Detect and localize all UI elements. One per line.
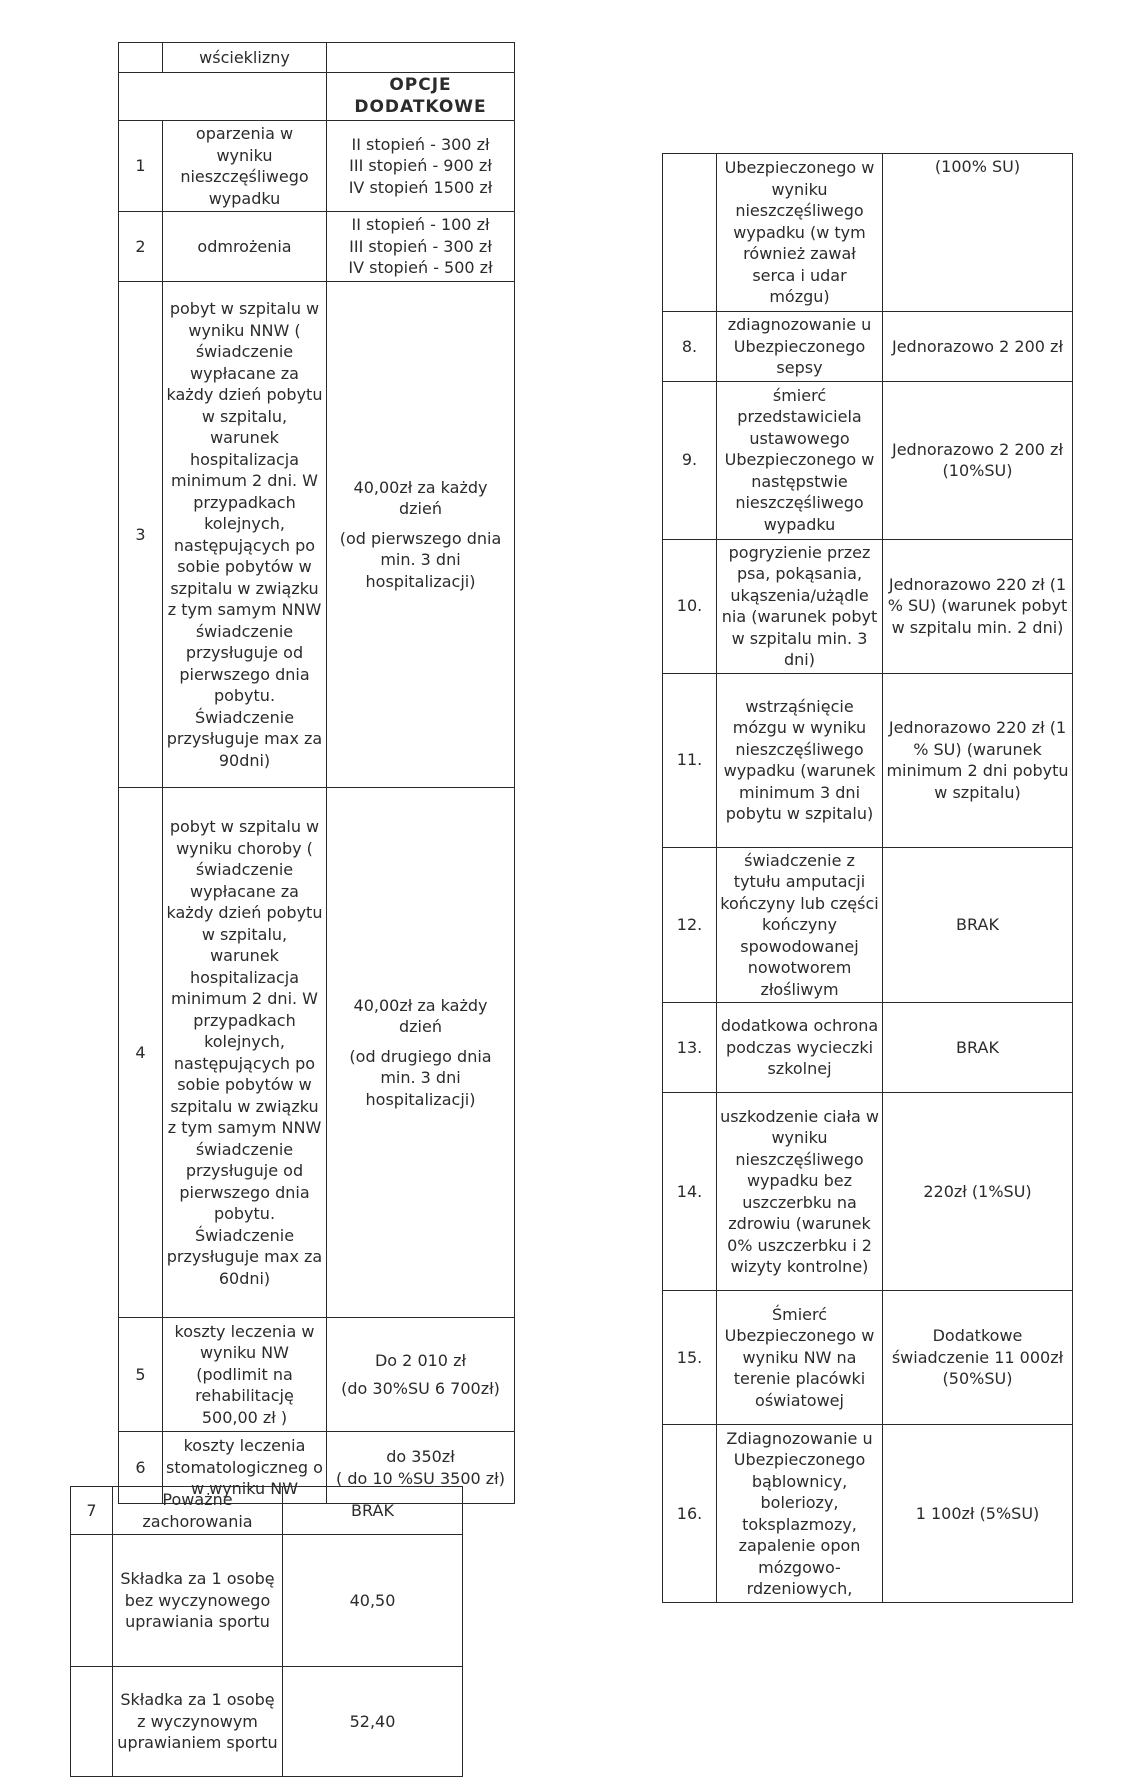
table-row <box>663 1425 1073 1603</box>
row-number: 13. <box>663 1003 717 1093</box>
row-label: Składka za 1 osobę bez wyczynowego uprawiania sportu <box>113 1535 283 1667</box>
row-number: 14. <box>663 1093 717 1291</box>
row-label: koszty leczenia w wyniku NW (podlimit na rehabilitację 500,00 zł ) <box>163 1318 327 1432</box>
table-row <box>663 312 1073 382</box>
value-line: Do 2 010 zł <box>374 1351 467 1370</box>
row-number: 9. <box>663 381 717 539</box>
benefits-table-left <box>118 42 515 1504</box>
value-line: II stopień - 300 zł <box>351 134 490 154</box>
options-header: OPCJE DODATKOWE <box>327 73 515 121</box>
row-value <box>327 282 515 788</box>
row-number: 8. <box>663 312 717 382</box>
row-number: 6 <box>119 1432 163 1504</box>
row-label: oparzenia w wyniku nieszczęśliwego wypadku <box>163 121 327 212</box>
row-label: Śmierć Ubezpieczonego w wyniku NW na terenie placówki oświatowej <box>717 1291 883 1425</box>
row-number: 11. <box>663 673 717 847</box>
row-value: Jednorazowo 2 200 zł <box>883 312 1073 382</box>
value-line: 40,00zł za każdy dzień <box>353 477 488 519</box>
row-value: Jednorazowo 2 200 zł (10%SU) <box>883 381 1073 539</box>
row-label: odmrożenia <box>163 212 327 282</box>
header-spacer <box>119 73 327 121</box>
value-line: II stopień - 100 zł <box>351 215 490 235</box>
value-line: ( do 10 %SU 3500 zł) <box>336 1468 505 1488</box>
table-row <box>119 1318 515 1432</box>
row-label: koszty leczenia stomatologiczneg o w wyniku NW <box>163 1432 327 1504</box>
row-label: pogryzienie przez psa, pokąsania, ukąszenia/użądle nia (warunek pobyt w szpitalu min. 3 dni) <box>717 539 883 673</box>
row-value <box>327 43 515 73</box>
value-line: do 350zł <box>386 1447 455 1466</box>
row-number <box>663 154 717 312</box>
row-label: Składka za 1 osobę z wyczynowym uprawianiem sportu <box>113 1667 283 1777</box>
table-row <box>119 788 515 1318</box>
row-label: zdiagnozowanie u Ubezpieczonego sepsy <box>717 312 883 382</box>
row-label: uszkodzenie ciała w wyniku nieszczęśliwego wypadku bez uszczerbku na zdrowiu (warunek 0% uszczerbku i 2 wizyty kontrolne) <box>717 1093 883 1291</box>
value-line: IV stopień 1500 zł <box>348 177 493 197</box>
table-row <box>71 1535 463 1667</box>
row-value: (100% SU) <box>883 154 1073 312</box>
table-row <box>663 381 1073 539</box>
row-value: 1 100zł (5%SU) <box>883 1425 1073 1603</box>
row-label: dodatkowa ochrona podczas wycieczki szkolnej <box>717 1003 883 1093</box>
table-row <box>71 1667 463 1777</box>
row-label: Zdiagnozowanie u Ubezpieczonego bąblownicy, boleriozy, toksplazmozy, zapalenie opon mózgowo-rdzeniowych, <box>717 1425 883 1603</box>
row-number: 2 <box>119 212 163 282</box>
row-value: Dodatkowe świadczenie 11 000zł (50%SU) <box>883 1291 1073 1425</box>
row-number: 1 <box>119 121 163 212</box>
row-number: 10. <box>663 539 717 673</box>
row-number: 12. <box>663 847 717 1003</box>
table-row <box>119 212 515 282</box>
benefits-table-left-lower <box>70 1486 463 1777</box>
table-row <box>119 282 515 788</box>
row-value: 52,40 <box>283 1667 463 1777</box>
row-number: 3 <box>119 282 163 788</box>
row-label: Poważne zachorowania <box>113 1487 283 1535</box>
row-number: 4 <box>119 788 163 1318</box>
row-number: 5 <box>119 1318 163 1432</box>
value-line: III stopień - 300 zł <box>349 236 492 256</box>
value-line: (od pierwszego dnia min. 3 dni hospitalizacji) <box>339 528 502 591</box>
table-row <box>663 847 1073 1003</box>
row-number <box>119 43 163 73</box>
value-line: (od drugiego dnia min. 3 dni hospitalizacji) <box>349 1046 492 1109</box>
table-row <box>663 1003 1073 1093</box>
row-value: BRAK <box>883 847 1073 1003</box>
row-value: 220zł (1%SU) <box>883 1093 1073 1291</box>
table-row <box>119 121 515 212</box>
table-row <box>119 43 515 73</box>
row-value <box>327 1318 515 1432</box>
row-label: wstrząśnięcie mózgu w wyniku nieszczęśliwego wypadku (warunek minimum 3 dni pobytu w szpitalu) <box>717 673 883 847</box>
table-row <box>119 73 515 121</box>
benefits-table-right <box>662 153 1073 1603</box>
value-line: III stopień - 900 zł <box>349 156 492 176</box>
row-value: 40,50 <box>283 1535 463 1667</box>
table-row <box>663 154 1073 312</box>
row-number: 15. <box>663 1291 717 1425</box>
row-label: Ubezpieczonego w wyniku nieszczęśliwego wypadku (w tym również zawał serca i udar mózgu) <box>717 154 883 312</box>
row-value: Jednorazowo 220 zł (1 % SU) (warunek pobyt w szpitalu min. 2 dni) <box>883 539 1073 673</box>
row-value <box>327 788 515 1318</box>
row-label: świadczenie z tytułu amputacji kończyny lub części kończyny spowodowanej nowotworem złośliwym <box>717 847 883 1003</box>
value-line: (do 30%SU 6 700zł) <box>341 1378 500 1398</box>
row-value <box>327 212 515 282</box>
value-line: 40,00zł za każdy dzień <box>353 995 488 1037</box>
row-label: pobyt w szpitalu w wyniku NNW ( świadczenie wypłacane za każdy dzień pobytu w szpitalu, warunek hospitalizacja minimum 2 dni. W przypadkach kolejnych, następujących po sobie pobytów w szpitalu w związku z tym samym NNW świadczenie przysługuje od pierwszego dnia pobytu. Świadczenie przysługuje max za 90dni) <box>163 282 327 788</box>
row-value: BRAK <box>883 1003 1073 1093</box>
row-number: 7 <box>71 1487 113 1535</box>
row-label: pobyt w szpitalu w wyniku choroby ( świadczenie wypłacane za każdy dzień pobytu w szpitalu, warunek hospitalizacja minimum 2 dni. W przypadkach kolejnych, następujących po sobie pobytów w szpitalu w związku z tym samym NNW świadczenie przysługuje od pierwszego dnia pobytu. Świadczenie przysługuje max za 60dni) <box>163 788 327 1318</box>
row-label: śmierć przedstawiciela ustawowego Ubezpieczonego w następstwie nieszczęśliwego wypadku <box>717 381 883 539</box>
row-number <box>71 1535 113 1667</box>
table-row <box>663 1093 1073 1291</box>
row-label: wścieklizny <box>163 43 327 73</box>
row-value: BRAK <box>283 1487 463 1535</box>
table-row <box>663 1291 1073 1425</box>
row-value: Jednorazowo 220 zł (1 % SU) (warunek minimum 2 dni pobytu w szpitalu) <box>883 673 1073 847</box>
row-number <box>71 1667 113 1777</box>
value-line: IV stopień - 500 zł <box>348 258 493 278</box>
row-number: 16. <box>663 1425 717 1603</box>
table-row <box>663 539 1073 673</box>
table-row <box>663 673 1073 847</box>
row-value <box>327 121 515 212</box>
table-row <box>71 1487 463 1535</box>
